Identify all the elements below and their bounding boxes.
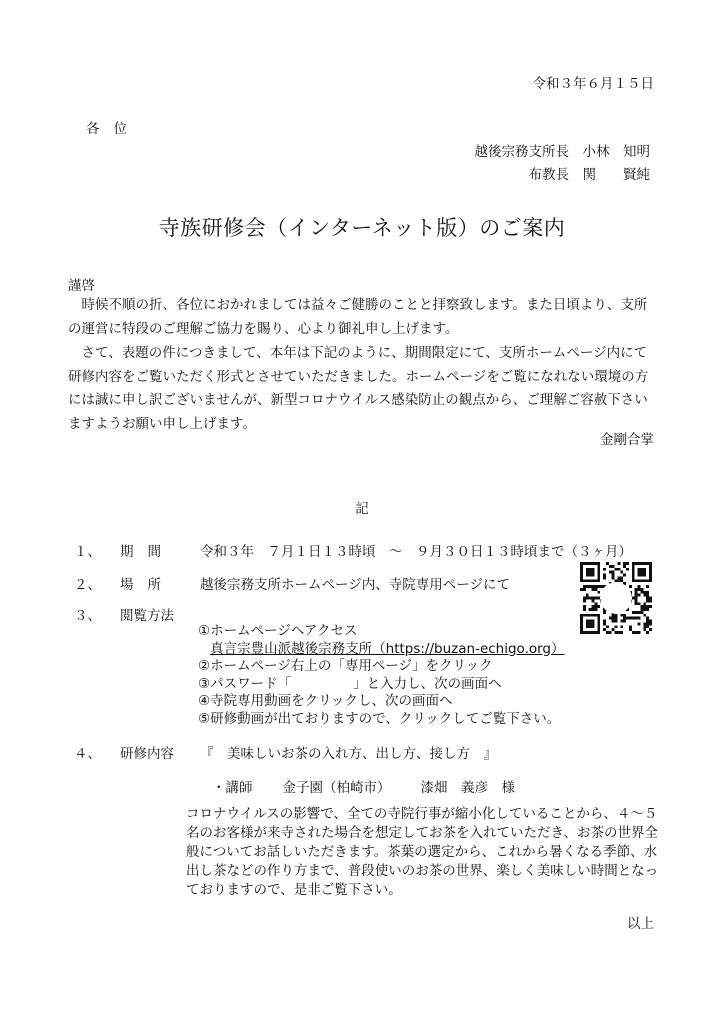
document-date: 令和３年６月１５日 [532,76,654,92]
item-training-content [74,742,497,762]
viewing-steps [198,623,565,728]
item-period [74,540,632,560]
lecturer-prefix: ・講師 [212,780,253,796]
ki-heading: 記 [355,501,369,517]
ijo-end-mark: 以上 [627,916,654,932]
item-label: 場所 [120,577,175,593]
step-3: ③パスワード「 」と入力し、次の画面へ [198,675,502,692]
training-description: コロナウイルスの影響で、全ての寺院行事が縮小化していることから、４～５名のお客様が来寺された場合を想定してお茶を入れていただき、お茶の世界全般についてお話しいただきます。茶葉の選定から、これから暑くなる季節、水出し茶などの作り方まで、普段使いのお茶の世界、楽しく美味しい時間となっておりますので、是非ご覧下さい。 [186,806,659,898]
item-value: 令和３年 ７月１日１３時頃 ～ ９月３０日１３時頃まで（３ヶ月） [200,544,632,560]
body-paragraph-1: 時候不順の折、各位におかれましては益々ご健勝のことと拝察致します。また日頃より、支所の運営に特段のご理解ご協力を賜り、心より御礼申し上げます。 [68,297,648,337]
lecturer-line [212,776,515,796]
body-paragraph-2: さて、表題の件につきまして、本年は下記のように、期間限定にて、支所ホームページ内にて研修内容をご覧いただく形式とさせていただきました。ホームページをご覧になれない環境の方には誠に申し訳ございませんが、新型コロナウイルス感染防止の観点から、ご理解ご容赦下さいますようお願い申し上げます。 [68,345,649,432]
item-label: 閲覧方法 [120,608,174,624]
step-1: ①ホームページへアクセス [198,623,358,639]
step-5: ⑤研修動画が出ておりますので、クリックしてご覧下さい。 [198,710,561,727]
qr-code-icon [580,562,652,634]
item-number: １、 [74,544,101,560]
item-viewing-method [74,604,200,624]
item-number: ３、 [74,608,101,624]
lecturer-org: 金子園（柏崎市） [282,780,391,796]
closing-phrase: 金剛合掌 [600,432,654,448]
website-link[interactable]: 真言宗豊山派越後宗務支所（https://buzan-echigo.org） [210,640,565,657]
document-title: 寺族研修会（インターネット版）のご案内 [158,216,566,240]
item-number: ２、 [74,577,101,593]
step-4: ④寺院専用動画をクリックし、次の画面へ [198,693,453,709]
item-location [74,573,510,593]
step-2: ②ホームページ右上の「専用ページ」をクリック [198,658,493,674]
item-value: 越後宗務支所ホームページ内、寺院専用ページにて [200,577,510,593]
opening-greeting: 謹啓 [68,278,95,294]
item-number: ４、 [74,746,101,762]
item-label: 期間 [120,544,175,560]
item-label: 研修内容 [120,746,174,762]
addressee: 各位 [86,121,141,137]
item-value: 『 美味しいお茶の入れ方、出し方、接し方 』 [200,746,497,762]
sender-line-1: 越後宗務支所長 小林 知明 [474,144,650,160]
sender-line-2: 布教長 関 賢純 [528,167,650,183]
lecturer-name: 漆畑 義彦 様 [420,780,515,796]
